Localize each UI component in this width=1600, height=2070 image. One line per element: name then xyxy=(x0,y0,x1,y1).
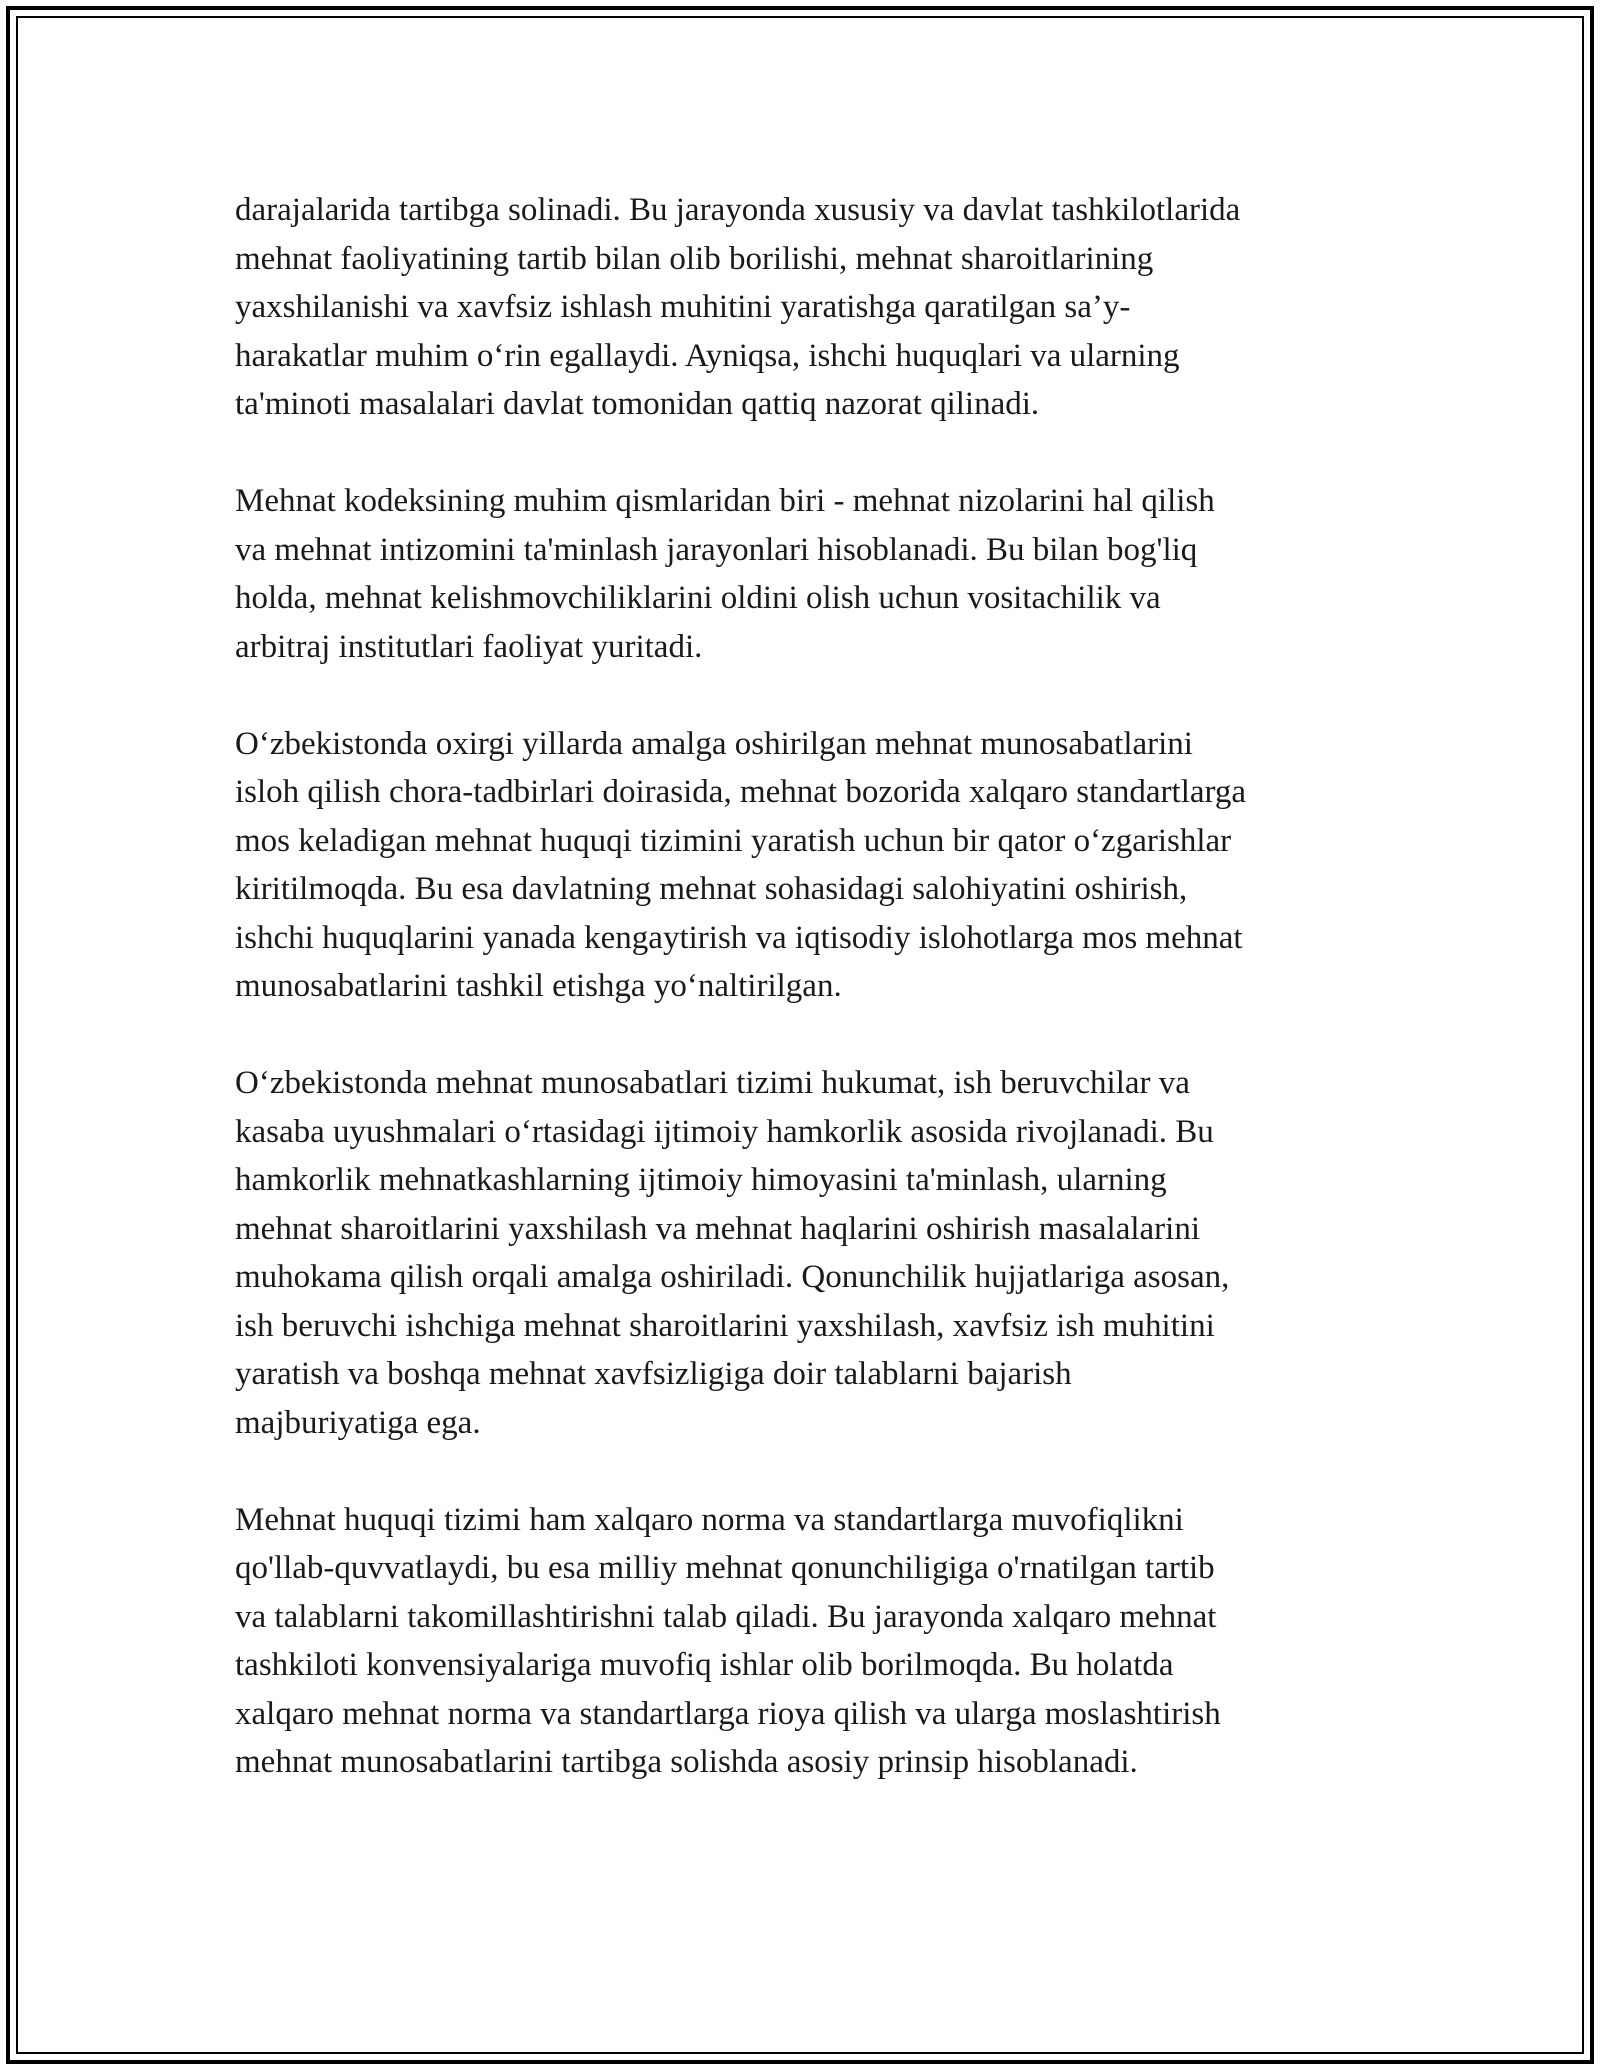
text-line: darajalarida tartibga solinadi. Bu jarayonda xususiy va davlat tashkilotlarida xyxy=(235,192,1241,228)
paragraph-4 xyxy=(235,1059,1385,1447)
paragraph-2 xyxy=(235,477,1385,671)
text-line: mehnat faoliyatining tartib bilan olib borilishi, mehnat sharoitlarining xyxy=(235,240,1154,277)
text-line: va mehnat intizomini ta'minlash jarayonlari hisoblanadi. Bu bilan bog'liq xyxy=(235,531,1198,568)
text-line: mos keladigan mehnat huquqi tizimini yaratish uchun bir qator o‘zgarishlar xyxy=(235,822,1232,859)
text-line: mehnat sharoitlarini yaxshilash va mehnat haqlarini oshirish masalalarini xyxy=(235,1210,1200,1247)
text-line: tashkiloti konvensiyalariga muvofiq ishlar olib borilmoqda. Bu holatda xyxy=(235,1647,1174,1683)
text-line: ishchi huquqlarini yanada kengaytirish va iqtisodiy islohotlarga mos mehnat xyxy=(235,919,1243,956)
text-line: muhokama qilish orqali amalga oshiriladi. Qonunchilik hujjatlariga asosan, xyxy=(235,1259,1230,1295)
text-line: arbitraj institutlari faoliyat yuritadi. xyxy=(235,628,703,665)
text-line: ta'minoti masalalari davlat tomonidan qattiq nazorat qilinadi. xyxy=(235,386,1040,422)
text-line: yaxshilanishi va xavfsiz ishlash muhitini yaratishga qaratilgan sa’y- xyxy=(235,289,1131,325)
text-line: majburiyatiga ega. xyxy=(235,1404,481,1441)
text-line: Mehnat huquqi tizimi ham xalqaro norma va standartlarga muvofiqlikni xyxy=(235,1501,1184,1538)
text-line: va talablarni takomillashtirishni talab qiladi. Bu jarayonda xalqaro mehnat xyxy=(235,1598,1217,1635)
text-line: kasaba uyushmalari o‘rtasidagi ijtimoiy hamkorlik asosida rivojlanadi. Bu xyxy=(235,1113,1214,1150)
text-line: Mehnat kodeksining muhim qismlaridan biri - mehnat nizolarini hal qilish xyxy=(235,483,1215,519)
paragraph-3 xyxy=(235,720,1385,1011)
text-line: mehnat munosabatlarini tartibga solishda asosiy prinsip hisoblanadi. xyxy=(235,1744,1138,1780)
text-line: O‘zbekistonda oxirgi yillarda amalga oshirilgan mehnat munosabatlarini xyxy=(235,725,1193,762)
text-line: holda, mehnat kelishmovchiliklarini oldini olish uchun vositachilik va xyxy=(235,580,1161,616)
text-line: xalqaro mehnat norma va standartlarga rioya qilish va ularga moslashtirish xyxy=(235,1695,1221,1732)
text-line: kiritilmoqda. Bu esa davlatning mehnat sohasidagi salohiyatini oshirish, xyxy=(235,871,1188,907)
document-body xyxy=(235,186,1385,1835)
paragraph-1 xyxy=(235,186,1385,429)
text-line: ish beruvchi ishchiga mehnat sharoitlarini yaxshilash, xavfsiz ish muhitini xyxy=(235,1307,1215,1344)
paragraph-5 xyxy=(235,1496,1385,1787)
text-line: hamkorlik mehnatkashlarning ijtimoiy himoyasini ta'minlash, ularning xyxy=(235,1162,1167,1198)
text-line: O‘zbekistonda mehnat munosabatlari tizimi hukumat, ish beruvchilar va xyxy=(235,1065,1190,1101)
text-line: qo'llab-quvvatlaydi, bu esa milliy mehnat qonunchiligiga o'rnatilgan tartib xyxy=(235,1550,1215,1586)
text-line: munosabatlarini tashkil etishga yo‘naltirilgan. xyxy=(235,968,842,1004)
text-line: harakatlar muhim o‘rin egallaydi. Ayniqsa, ishchi huquqlari va ularning xyxy=(235,337,1180,374)
text-line: isloh qilish chora-tadbirlari doirasida, mehnat bozorida xalqaro standartlarga xyxy=(235,774,1247,810)
text-line: yaratish va boshqa mehnat xavfsizligiga doir talablarni bajarish xyxy=(235,1356,1072,1392)
